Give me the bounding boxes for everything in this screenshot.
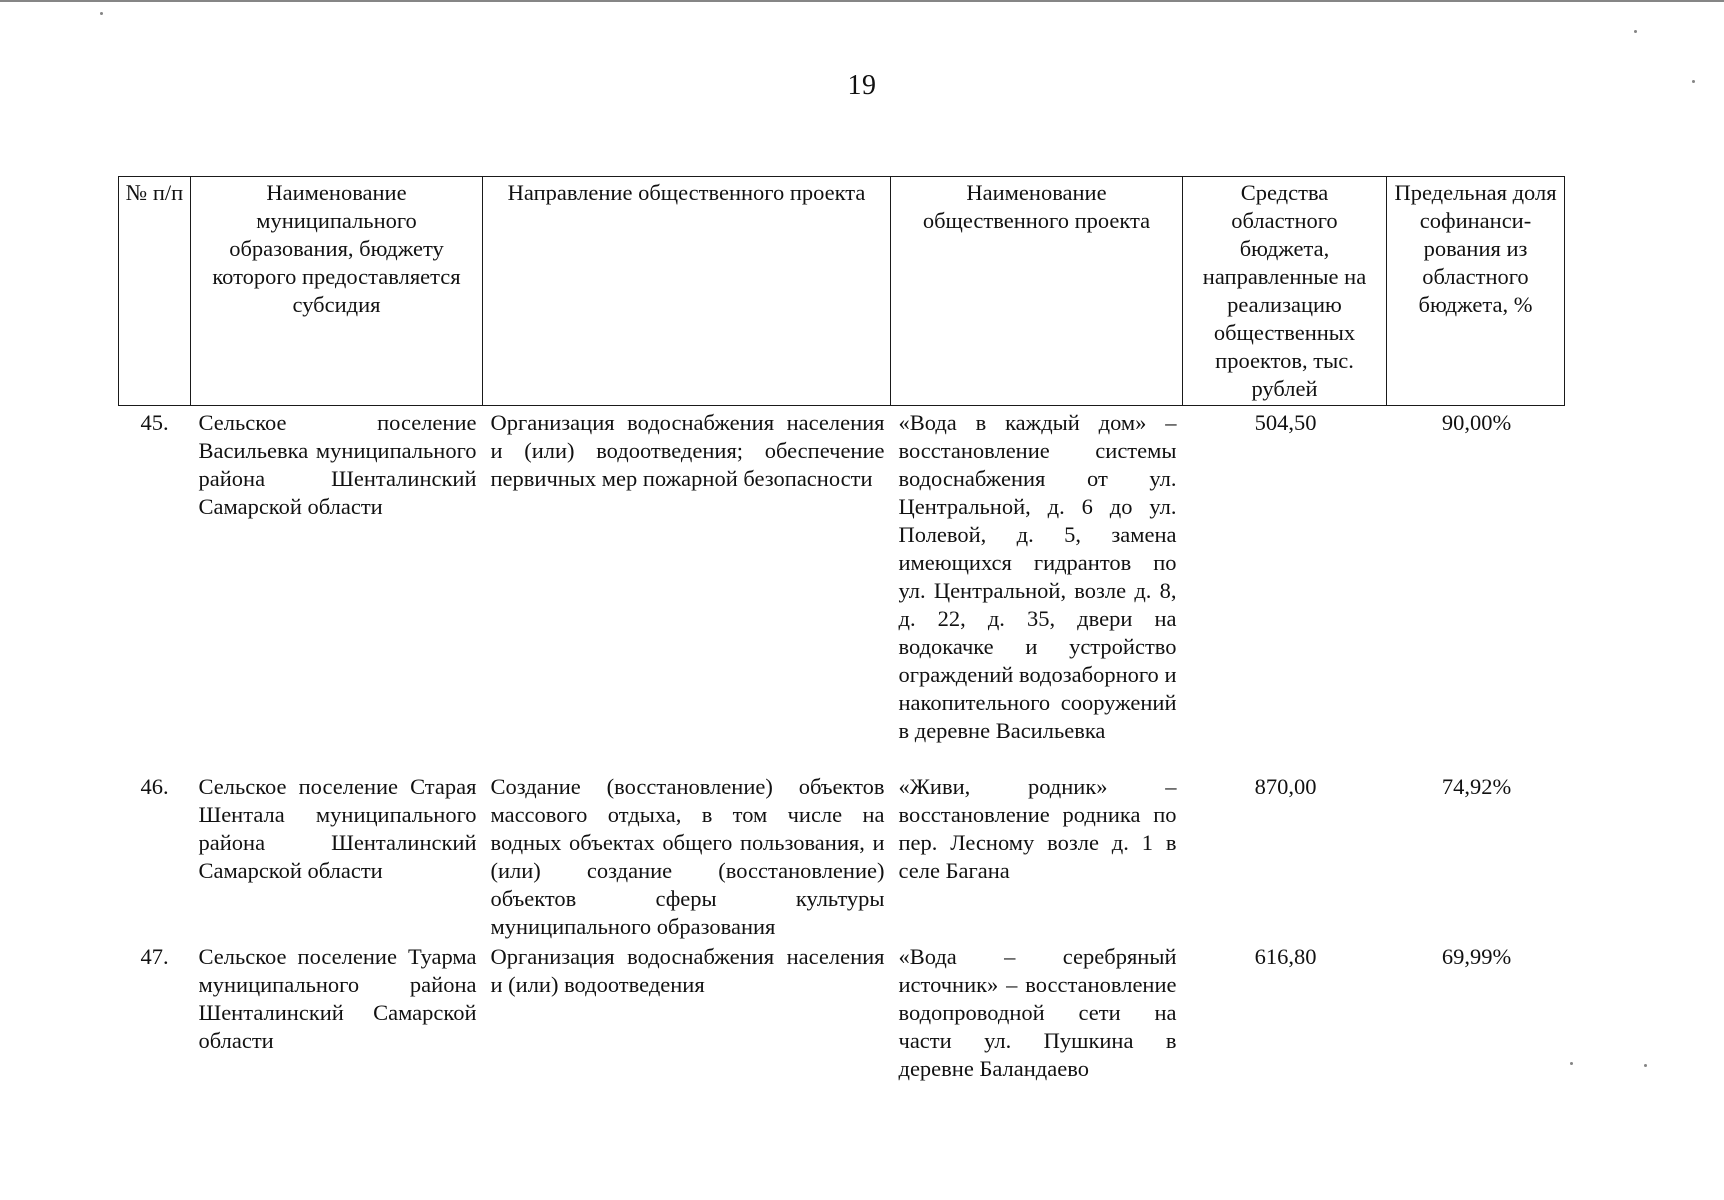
table-body <box>119 406 1565 1084</box>
row-share: 74,92% <box>1441 774 1512 799</box>
header-project-name: Наименование общественного проекта <box>891 177 1183 406</box>
row-number: 47. <box>140 944 169 969</box>
row-direction: Создание (восстановление) объектов массового отдыха, в том числе на водных объектах общего пользования, и (или) создание (восстановление) объектов сферы культуры муниципального образования <box>490 774 885 939</box>
row-funds: 616,80 <box>1254 944 1317 969</box>
table-row <box>119 406 1565 774</box>
page-number: 19 <box>847 70 877 101</box>
table-row <box>119 773 1565 943</box>
row-number: 45. <box>140 410 169 435</box>
header-row <box>119 177 1565 406</box>
row-funds: 504,50 <box>1254 410 1317 435</box>
scan-speck <box>1692 80 1695 83</box>
header-funds: Средства областного бюджета, направленные на реализацию общественных проектов, тыс. рублей <box>1183 177 1387 406</box>
header-municipality: Наименование муниципального образования, бюджету которого предоставляется субсидия <box>191 177 483 406</box>
row-number: 46. <box>140 774 169 799</box>
row-project-name: «Вода в каждый дом» – восстановление системы водоснабжения от ул. Центральной, д. 6 до ул. Полевой, д. 5, замена имеющихся гидрантов по ул. Центральной, возле д. 8, д. 22, д. 35, двери на водокачке и устройство ограждений водозаборного и накопительного сооружений в деревне Васильевка <box>898 410 1177 743</box>
row-funds: 870,00 <box>1254 774 1317 799</box>
row-share: 90,00% <box>1441 410 1512 435</box>
scan-speck <box>1644 1064 1647 1067</box>
row-direction: Организация водоснабжения населения и (или) водоотведения; обеспечение первичных мер пожарной безопасности <box>490 410 885 491</box>
row-municipality: Сельское поселение Старая Шентала муниципального района Шенталинский Самарской области <box>198 774 477 883</box>
subsidy-table <box>118 176 1565 1083</box>
table-header <box>119 177 1565 406</box>
scan-speck <box>1570 1062 1573 1065</box>
row-municipality: Сельское поселение Туарма муниципального района Шенталинский Самарской области <box>198 944 477 1053</box>
row-municipality: Сельское поселение Васильевка муниципального района Шенталинский Самарской области <box>198 410 477 519</box>
table-row <box>119 943 1565 1083</box>
row-share: 69,99% <box>1441 944 1512 969</box>
scan-speck <box>100 12 103 15</box>
top-scan-rule <box>0 0 1724 2</box>
row-direction: Организация водоснабжения населения и (или) водоотведения <box>490 944 885 997</box>
header-direction: Направление общественного проекта <box>483 177 891 406</box>
header-num: № п/п <box>119 177 191 406</box>
row-project-name: «Вода – серебряный источник» – восстановление водопроводной сети на части ул. Пушкина в деревне Баландаево <box>898 944 1177 1081</box>
row-project-name: «Живи, родник» – восстановление родника по пер. Лесному возле д. 1 в селе Багана <box>898 774 1177 883</box>
header-share: Предельная доля софинанси-рования из областного бюджета, % <box>1387 177 1565 406</box>
scan-speck <box>1634 30 1637 33</box>
